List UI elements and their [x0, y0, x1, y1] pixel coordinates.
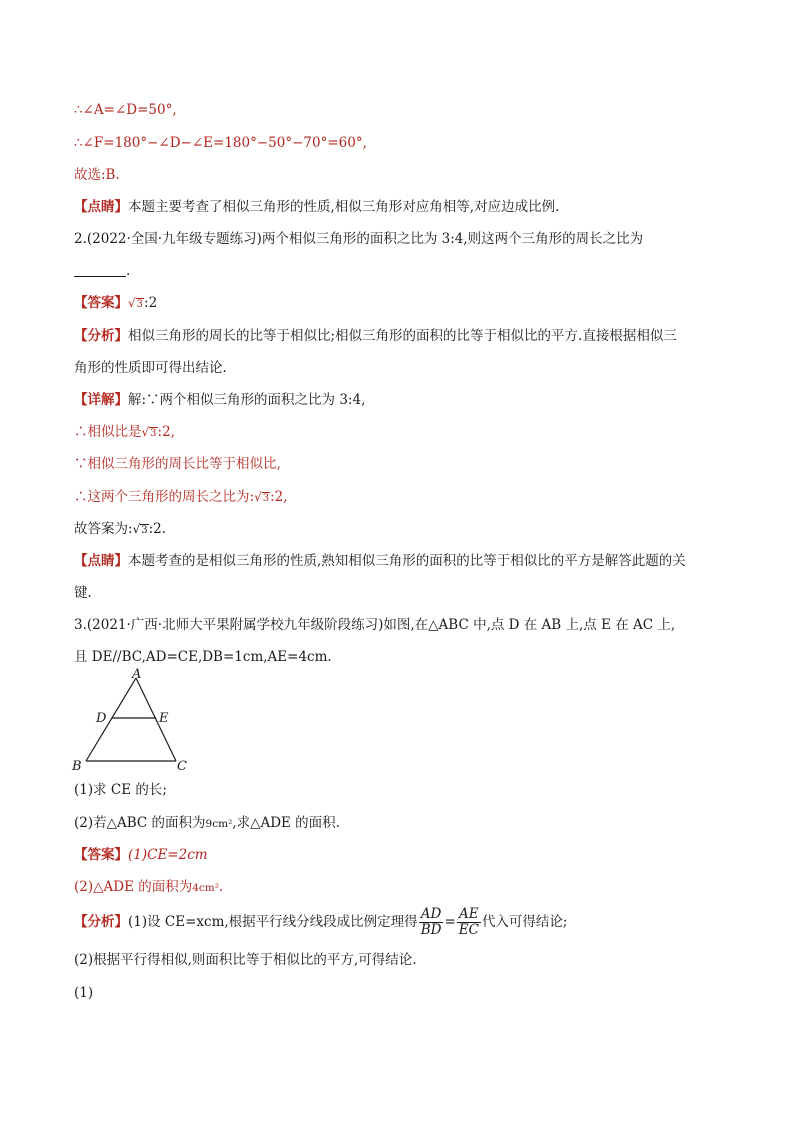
solution-line-angles: ∴∠A=∠D=50°,: [74, 102, 177, 118]
label-a: A: [132, 667, 142, 682]
q2-dianjing-1: [74, 551, 686, 571]
part2b: ,求△ADE 的面积.: [232, 815, 340, 831]
detail-4a: ∴这两个三角形的周长之比为:: [74, 489, 255, 505]
analysis-1b: 代入可得结论;: [481, 914, 568, 930]
frac2-num: AE: [459, 906, 479, 922]
detail-2b: :2,: [157, 424, 175, 440]
q3-analysis-1: [74, 905, 568, 939]
dianjing-tag: 【点睛】: [74, 199, 128, 215]
q3-last-line: (1): [74, 985, 94, 1001]
solution-line-angle-f: ∴∠F=180°−∠D−∠E=180°−50°−70°=60°,: [74, 135, 367, 151]
detail-2a: ∴相似比是: [74, 424, 142, 440]
fraction-ae-ec: [457, 907, 481, 938]
label-d: D: [96, 711, 107, 726]
analysis-text-1: 相似三角形的周长的比等于相似比;相似三角形的面积的比等于相似比的平方.直接根据相似三: [128, 328, 677, 344]
answer-tag: 【答案】: [74, 847, 128, 863]
frac1-num: AD: [420, 906, 442, 922]
part2a: (2)若△ABC 的面积为: [74, 815, 206, 831]
sqrt-expression: √3: [141, 425, 157, 439]
dianjing-text: 本题主要考查了相似三角形的性质,相似三角形对应角相等,对应边成比例.: [128, 199, 560, 215]
fraction-ad-bd: [419, 907, 444, 938]
q3-part1: (1)求 CE 的长;: [74, 782, 167, 798]
detail-5b: :2.: [148, 521, 167, 537]
analysis-1a: (1)设 CE=xcm,根据平行线分线段成比例定理得: [128, 914, 418, 930]
dianjing-text-1: 本题考查的是相似三角形的性质,熟知相似三角形的面积的比等于相似比的平方是解答此题的关: [128, 553, 686, 569]
answer-tag: 【答案】: [74, 295, 128, 311]
analysis-tag: 【分析】: [74, 328, 128, 344]
dianjing-tag: 【点睛】: [74, 553, 128, 569]
triangle-figure: [70, 664, 200, 774]
label-c: C: [177, 759, 187, 774]
radicand: 3: [136, 299, 144, 310]
q2-detail-1: [74, 390, 365, 410]
detail-text-1: 解:∵两个相似三角形的面积之比为 3:4,: [128, 392, 366, 408]
q3-part2: [74, 813, 340, 834]
q2-analysis-2: 角形的性质即可得出结论.: [74, 360, 227, 376]
choice-text: 故选:B.: [74, 167, 120, 183]
label-e: E: [159, 711, 169, 726]
label-b: B: [72, 759, 82, 774]
sqrt-expression: √3: [132, 522, 148, 536]
q2-dianjing-2: 键.: [74, 585, 92, 601]
part2-value: 9cm²: [205, 818, 233, 830]
detail-4b: :2,: [270, 489, 288, 505]
answer2-value: 4cm²: [192, 882, 219, 894]
q2-analysis-1: [74, 326, 677, 346]
answer2b: .: [218, 879, 224, 895]
frac1-den: BD: [420, 922, 442, 938]
q2-stem-end: .: [126, 263, 131, 279]
equals-sign: =: [444, 914, 456, 930]
side-ac: [136, 678, 176, 761]
detail-tag: 【详解】: [74, 392, 128, 408]
q2-stem: 2.(2022·全国·九年级专题练习)两个相似三角形的面积之比为 3:4,则这两个三角形的周长之比为: [74, 231, 644, 247]
answer-text: :2: [144, 295, 158, 311]
radicand: 3: [262, 493, 270, 504]
answer-blank: [74, 262, 126, 277]
q2-detail-3: ∵相似三角形的周长比等于相似比,: [74, 456, 281, 472]
answer1: (1)CE=2cm: [128, 847, 208, 863]
sqrt-expression: √3: [128, 296, 144, 310]
q2-answer: [74, 293, 157, 315]
analysis-tag: 【分析】: [74, 914, 128, 930]
detail-5a: 故答案为:: [74, 521, 133, 537]
q3-answer-1: [74, 845, 208, 865]
side-ab: [86, 678, 136, 761]
q2-detail-5: [74, 519, 166, 541]
q3-stem-2: 且 DE//BC,AD=CE,DB=1cm,AE=4cm.: [74, 649, 332, 665]
frac2-den: EC: [458, 922, 479, 938]
radicand: 3: [141, 525, 148, 536]
radicand: 3: [150, 428, 157, 439]
q2-detail-2: [74, 422, 175, 444]
solution-line-choice: [74, 165, 120, 185]
q2-blank-line: [74, 261, 130, 281]
q3-stem-1: 3.(2021·广西·北师大平果附属学校九年级阶段练习)如图,在△ABC 中,点 D 在 AB 上,点 E 在 AC 上,: [74, 617, 676, 633]
q3-answer-2: [74, 877, 223, 898]
sqrt-expression: √3: [254, 490, 270, 504]
dianjing-1: [74, 197, 559, 217]
q3-analysis-2: (2)根据平行得相似,则面积比等于相似比的平方,可得结论.: [74, 952, 417, 968]
q2-detail-4: [74, 487, 288, 509]
answer2a: (2)△ADE 的面积为: [74, 879, 193, 895]
